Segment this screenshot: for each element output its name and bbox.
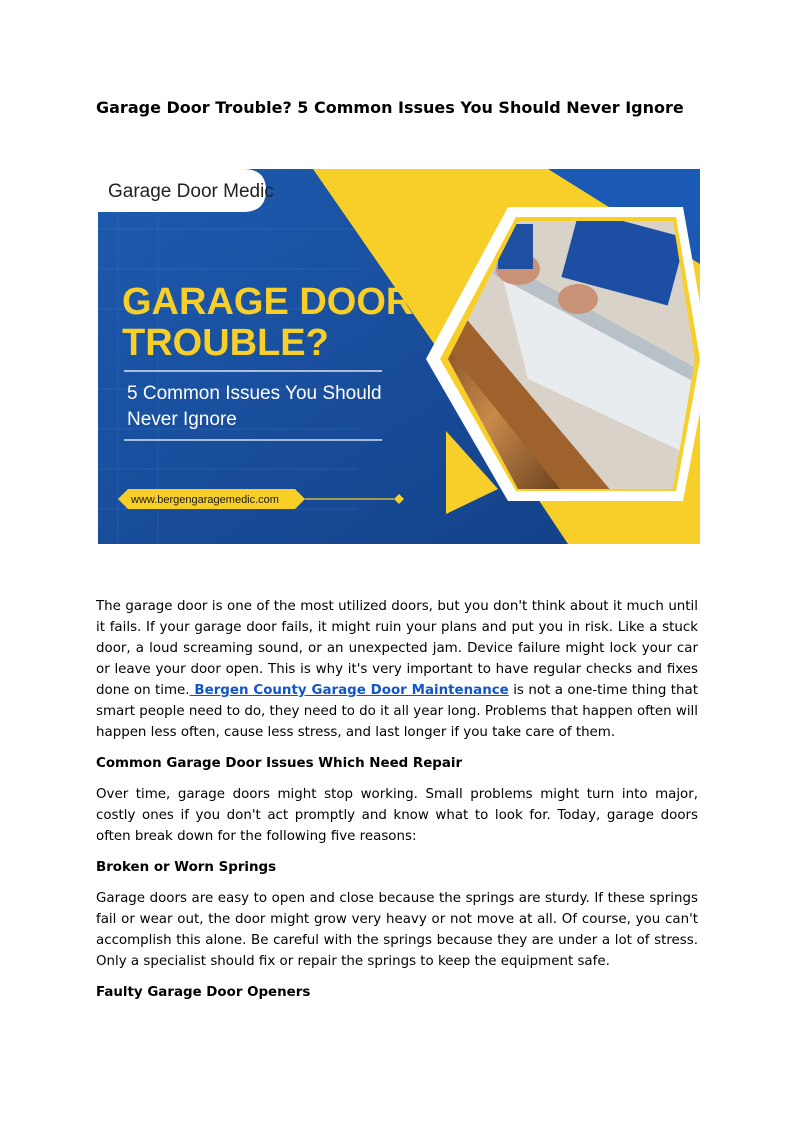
subline-2: Never Ignore — [127, 409, 237, 430]
headline-line-1: GARAGE DOOR — [122, 281, 414, 323]
headline-line-2: TROUBLE? — [122, 322, 329, 364]
banner-graphic — [98, 169, 700, 544]
section-body-common-issues: Over time, garage doors might stop working. Small problems might turn into major, costly ones if you don't act promptly and know what to look for. Today, garage doors often break down for the following five reasons: — [96, 787, 698, 844]
section-body-springs: Garage doors are easy to open and close because the springs are sturdy. If these springs fail or wear out, the door might grow very heavy or not move at all. Of course, you can't accomplish this alone. Be careful with the springs because they are under a lot of stress. Only a specialist should fix or repair the springs to keep the equipment safe. — [96, 891, 698, 969]
intro-paragraph — [96, 596, 698, 743]
section-heading-openers: Faulty Garage Door Openers — [96, 985, 311, 1000]
subline-1: 5 Common Issues You Should — [127, 383, 382, 404]
intro-text-before: The garage door is one of the most utilized doors, but you don't think about it much until it fails. If your garage door fails, it might ruin your plans and put you in risk. Like a stuck door, a loud screaming sound, or an unexpected jam. Device failure might lock your car or leave your door open. This is why it's very important to have regular checks and fixes done on time. — [96, 599, 698, 698]
hero-banner — [98, 169, 700, 544]
page-title: Garage Door Trouble? 5 Common Issues You Should Never Ignore — [96, 98, 684, 117]
brand-name: Garage Door Medic — [108, 181, 274, 202]
section-heading-common-issues: Common Garage Door Issues Which Need Repair — [96, 756, 463, 771]
article-body — [96, 596, 698, 1013]
section-heading-springs: Broken or Worn Springs — [96, 860, 277, 875]
intro-text-after: is not a one-time thing that smart people need to do, they need to do it all year long. Problems that happen often will happen less often, cause less stress, and last longer if you take care of them. — [96, 683, 699, 740]
maintenance-link[interactable]: Bergen County Garage Door Maintenance — [189, 683, 509, 698]
banner-url: www.bergengaragemedic.com — [131, 494, 279, 506]
